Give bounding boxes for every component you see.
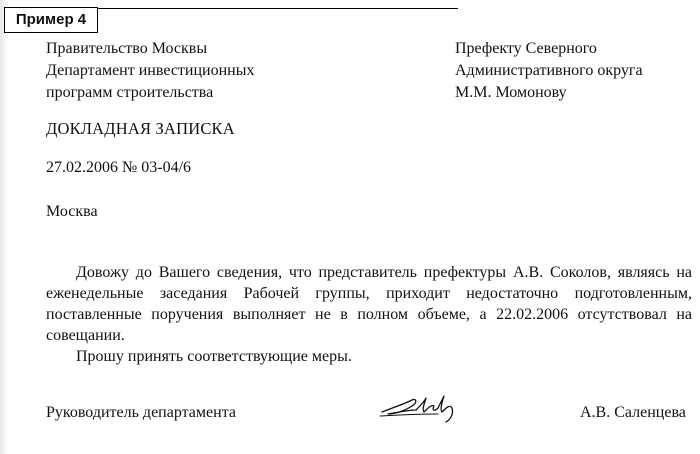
handwritten-signature xyxy=(378,388,470,424)
body-paragraph: Прошу принять соответствующие меры. xyxy=(76,348,352,365)
sender-line: Департамент инвестиционных xyxy=(46,62,255,79)
document-type-title: ДОКЛАДНАЯ ЗАПИСКА xyxy=(46,119,235,138)
recipient-line: М.М. Момонову xyxy=(455,84,567,101)
recipient-line: Префекту Северного xyxy=(455,40,597,57)
sender-line: программ строительства xyxy=(46,84,214,101)
document-place: Москва xyxy=(46,203,98,220)
signer-name: А.В. Саленцева xyxy=(580,404,686,421)
document-date-number: 27.02.2006 № 03-04/6 xyxy=(46,159,192,176)
page-edge-shadow xyxy=(0,0,8,454)
example-label: Пример 4 xyxy=(4,7,98,33)
signer-position: Руководитель департамента xyxy=(46,404,236,421)
top-rule xyxy=(98,8,458,9)
document-body xyxy=(46,262,692,367)
sender-line: Правительство Москвы xyxy=(46,40,208,57)
body-paragraph: Довожу до Вашего сведения, что представитель префектуры А.В. Соколов, являясь на еженедельные заседания Рабочей группы, приходит недостаточно подготовленным, поставленные поручения выполняет не в полном объеме, а 22.02.2006 отсутствовал на совещании. xyxy=(46,264,692,344)
sender-block xyxy=(46,38,254,104)
recipient-line: Административного округа xyxy=(455,62,643,79)
recipient-block xyxy=(455,38,643,104)
